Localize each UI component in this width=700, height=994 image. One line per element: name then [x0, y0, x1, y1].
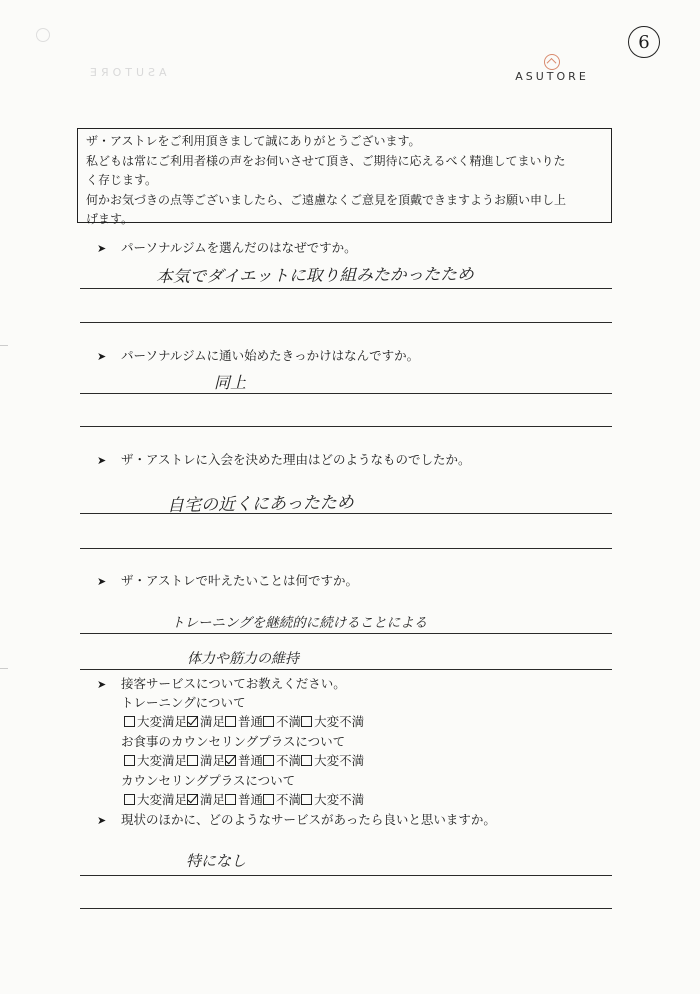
rating-option[interactable]: [187, 790, 225, 808]
question-1: [97, 238, 357, 256]
edge-mark: [0, 668, 8, 669]
intro-message-box: [77, 128, 612, 226]
rating-option-label: 普通: [238, 753, 264, 768]
answer-line: [80, 322, 612, 323]
rating-label-counseling: カウンセリングプラスについて: [121, 773, 296, 788]
rating-option[interactable]: [301, 751, 364, 769]
rating-option[interactable]: [124, 790, 187, 808]
answer-line: [80, 513, 612, 514]
rating-option[interactable]: [124, 712, 187, 730]
checkbox[interactable]: [301, 716, 312, 727]
checkbox[interactable]: [124, 794, 135, 805]
checkbox[interactable]: [124, 716, 135, 727]
answer-line: [80, 393, 612, 394]
intro-line: ザ・アストレをご利用頂きまして誠にありがとうございます。: [86, 134, 421, 148]
faint-logo-mark: [36, 28, 50, 42]
question-text: 接客サービスについてお教えください。: [121, 676, 346, 691]
checkbox[interactable]: [301, 755, 312, 766]
rating-option-label: 満足: [200, 753, 226, 768]
page-number: 6: [628, 26, 660, 58]
answer-line: [80, 288, 612, 289]
arrow-icon: ➤: [97, 575, 107, 588]
rating-label-training: トレーニングについて: [121, 695, 246, 710]
answer-line: [80, 633, 612, 634]
checkbox[interactable]: [263, 716, 274, 727]
rating-option[interactable]: [263, 751, 301, 769]
question-3: [97, 450, 471, 468]
rating-option-label: 大変満足: [137, 753, 188, 768]
rating-option-label: 普通: [238, 792, 264, 807]
question-5: [97, 674, 346, 692]
arrow-icon: ➤: [97, 814, 107, 827]
question-text: 現状のほかに、どのようなサービスがあったら良いと思いますか。: [121, 812, 496, 827]
rating-option[interactable]: [187, 751, 225, 769]
rating-option-label: 満足: [200, 714, 226, 729]
rating-option[interactable]: [263, 790, 301, 808]
arrow-icon: ➤: [97, 454, 107, 467]
handwritten-answer-4b: 体力や筋力の維持: [187, 651, 299, 667]
answer-line: [80, 875, 612, 876]
handwritten-answer-1: 本気でダイエットに取り組みたかったため: [155, 264, 474, 286]
question-2: [97, 346, 419, 364]
question-4: [97, 571, 358, 589]
checkbox[interactable]: [187, 755, 198, 766]
rating-option[interactable]: [124, 751, 187, 769]
rating-option-label: 大変満足: [137, 714, 188, 729]
handwritten-answer-2: 同上: [214, 373, 247, 392]
arrow-icon: ➤: [97, 350, 107, 363]
checkbox[interactable]: [124, 755, 135, 766]
question-text: パーソナルジムに通い始めたきっかけはなんですか。: [121, 348, 420, 363]
rating-option-label: 大変不満: [314, 714, 365, 729]
rating-option-label: 大変不満: [314, 753, 365, 768]
rating-option[interactable]: [301, 712, 364, 730]
rating-option[interactable]: [225, 751, 263, 769]
brand-logo-icon: [544, 54, 560, 70]
rating-option[interactable]: [225, 790, 263, 808]
checked-checkbox[interactable]: [225, 755, 236, 766]
rating-option-label: 不満: [276, 753, 302, 768]
brand-name: ASUTORE: [515, 70, 589, 83]
answer-line: [80, 908, 612, 909]
rating-row-meal-counseling: [124, 751, 364, 769]
faint-logo-text: ƎЯOTUƧA: [90, 66, 171, 79]
rating-option[interactable]: [263, 712, 301, 730]
rating-row-counseling: [124, 790, 364, 808]
question-text: パーソナルジムを選んだのはなぜですか。: [121, 240, 357, 255]
checkbox[interactable]: [225, 794, 236, 805]
intro-line: く存じます。: [86, 173, 158, 187]
rating-option-label: 不満: [276, 714, 302, 729]
arrow-icon: ➤: [97, 678, 107, 691]
checkbox[interactable]: [263, 794, 274, 805]
rating-option[interactable]: [301, 790, 364, 808]
checkbox[interactable]: [263, 755, 274, 766]
arrow-icon: ➤: [97, 242, 107, 255]
question-text: ザ・アストレで叶えたいことは何ですか。: [121, 573, 359, 588]
rating-option-label: 普通: [238, 714, 264, 729]
checkbox[interactable]: [301, 794, 312, 805]
intro-line: 私どもは常にご利用者様の声をお伺いさせて頂き、ご期待に応えるべく精進してまいりた: [86, 153, 566, 168]
question-6: [97, 810, 496, 828]
rating-option-label: 不満: [276, 792, 302, 807]
checkbox[interactable]: [225, 716, 236, 727]
answer-line: [80, 548, 612, 549]
handwritten-answer-4a: トレーニングを継続的に続けることによる: [171, 615, 428, 631]
handwritten-answer-6: 特になし: [186, 852, 247, 870]
handwritten-answer-3: 自宅の近くにあったため: [166, 492, 355, 516]
checked-checkbox[interactable]: [187, 794, 198, 805]
question-text: ザ・アストレに入会を決めた理由はどのようなものでしたか。: [121, 452, 471, 467]
rating-option-label: 大変満足: [137, 792, 188, 807]
checked-checkbox[interactable]: [187, 716, 198, 727]
edge-mark: [0, 345, 8, 346]
rating-label-meal-counseling: お食事のカウンセリングプラスについて: [121, 734, 346, 749]
intro-line: 何かお気づきの点等ございましたら、ご遠慮なくご意見を頂戴できますようお願い申し上: [86, 192, 567, 207]
answer-line: [80, 669, 612, 670]
rating-row-training: [124, 712, 364, 730]
rating-option-label: 満足: [200, 792, 226, 807]
rating-option[interactable]: [225, 712, 263, 730]
rating-option[interactable]: [187, 712, 225, 730]
intro-line: げます。: [86, 212, 134, 226]
rating-option-label: 大変不満: [314, 792, 365, 807]
answer-line: [80, 426, 612, 427]
